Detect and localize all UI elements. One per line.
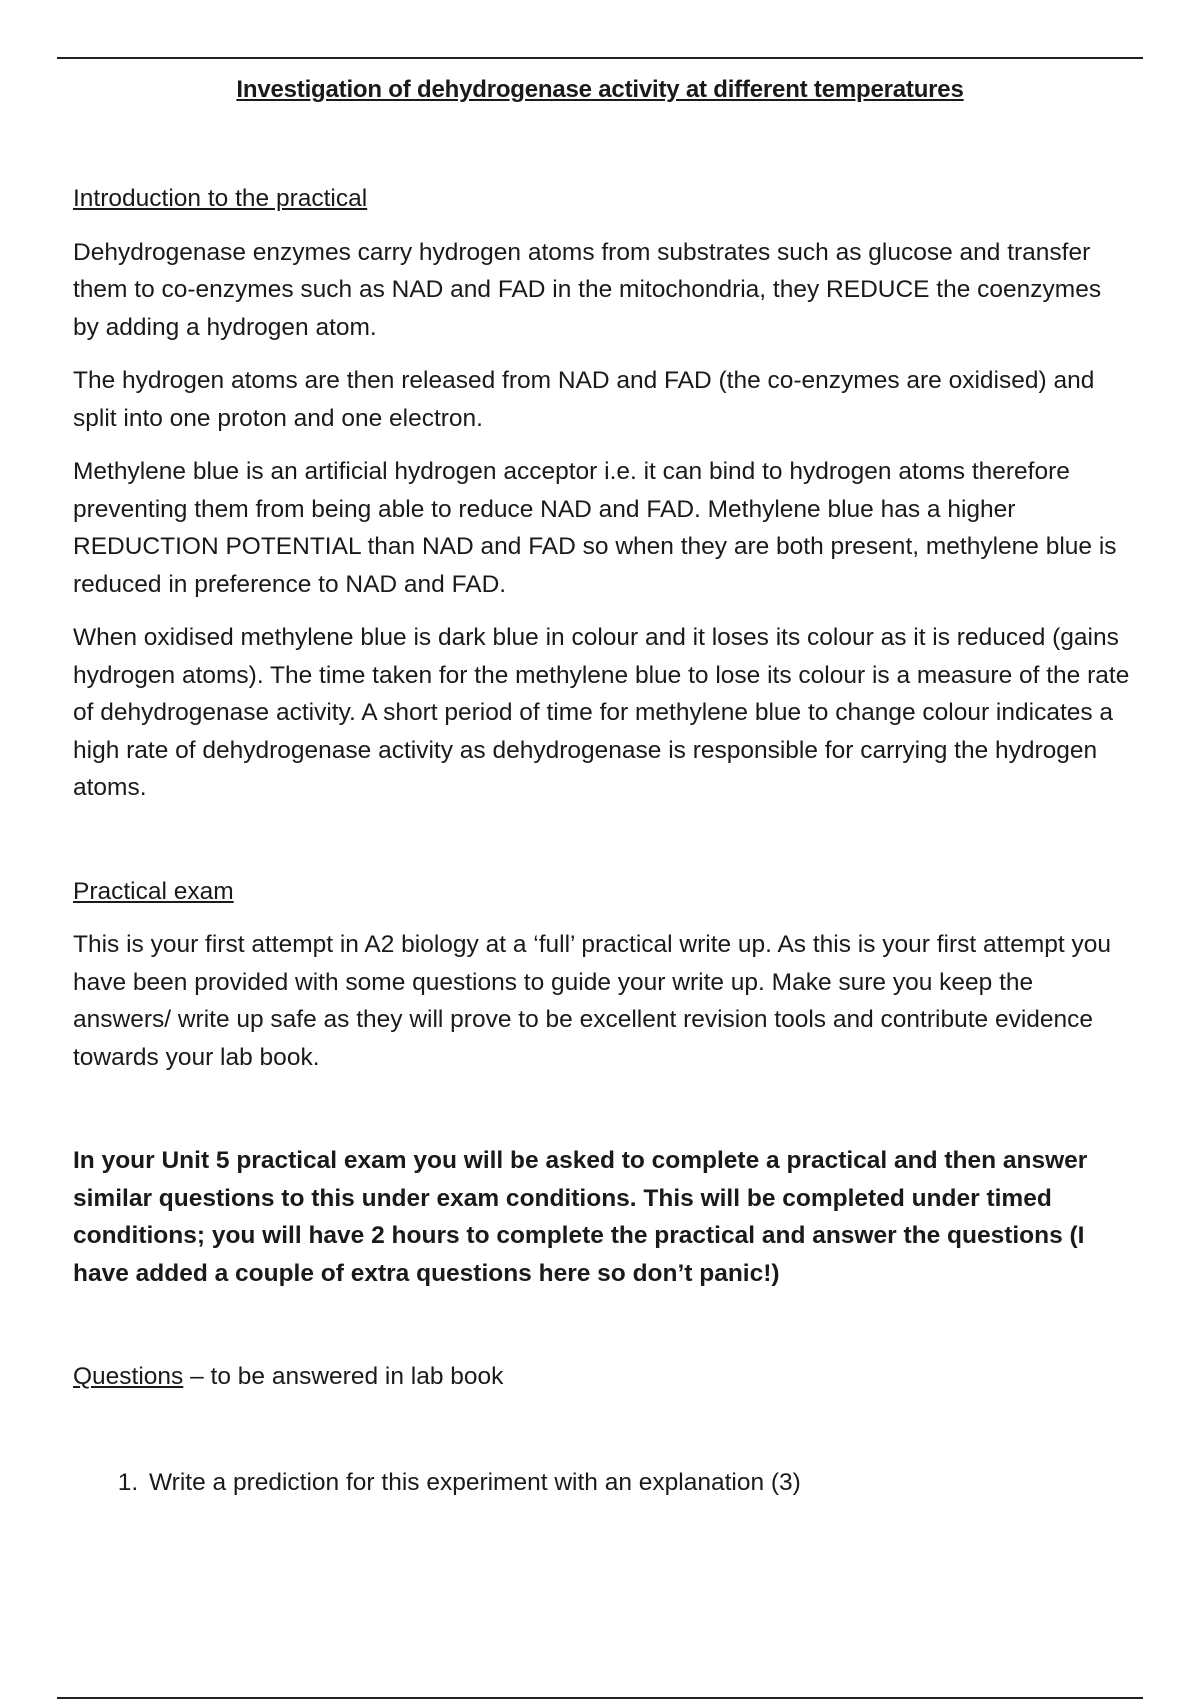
exam-conditions-paragraph: In your Unit 5 practical exam you will be asked to complete a practical and then answer similar questions to this under exam conditions. This will be completed under timed conditions; you will have 2 hours to complete the practical and answer the questions (I have added a couple of extra questions here so don’t panic!) bbox=[73, 1147, 1088, 1287]
spacer bbox=[73, 1412, 1133, 1464]
intro-heading-line bbox=[73, 180, 1133, 218]
practical-heading-line bbox=[73, 873, 1133, 911]
intro-paragraph-3: Methylene blue is an artificial hydrogen acceptor i.e. it can bind to hydrogen atoms therefore preventing them from being able to reduce NAD and FAD. Methylene blue has a higher REDUCTION POTENTIAL than NAD and FAD so when they are both present, methylene blue is reduced in preference to NAD and FAD. bbox=[73, 458, 1117, 598]
top-rule bbox=[57, 57, 1143, 59]
intro-paragraph-2: The hydrogen atoms are then released from NAD and FAD (the co-enzymes are oxidised) and split into one proton and one electron. bbox=[73, 367, 1095, 432]
intro-paragraph-1: Dehydrogenase enzymes carry hydrogen atoms from substrates such as glucose and transfer them to co-enzymes such as NAD and FAD in the mitochondria, they REDUCE the coenzymes by adding a hydrogen atom. bbox=[73, 238, 1102, 341]
practical-exam-heading: Practical exam bbox=[73, 877, 234, 905]
questions-heading-line bbox=[73, 1358, 1133, 1396]
spacer bbox=[73, 823, 1133, 873]
question-item: 1. Write a prediction for this experiment with an explanation (3) bbox=[145, 1464, 1133, 1502]
practical-exam-paragraph: This is your first attempt in A2 biology at a ‘full’ practical write up. As this is your first attempt you have been provided with some questions to guide your write up. Make sure you keep the answers/ write up safe as they will prove to be excellent revision tools and contribute evidence towards your lab book. bbox=[73, 931, 1112, 1071]
intro-heading: Introduction to the practical bbox=[73, 185, 368, 212]
questions-list bbox=[73, 1464, 1133, 1502]
spacer bbox=[73, 1092, 1133, 1142]
questions-heading: Questions bbox=[73, 1363, 184, 1390]
page-title: Investigation of dehydrogenase activity at different temperatures bbox=[236, 76, 964, 103]
document-body bbox=[73, 180, 1133, 1501]
bottom-rule bbox=[57, 1697, 1143, 1699]
spacer bbox=[73, 1308, 1133, 1358]
questions-heading-suffix: – to be answered in lab book bbox=[183, 1363, 504, 1390]
intro-paragraph-4: When oxidised methylene blue is dark blue in colour and it loses its colour as it is reduced (gains hydrogen atoms). The time taken for the methylene blue to lose its colour is a measure of the rate of dehydrogenase activity. A short period of time for methylene blue to change colour indicates a high rate of dehydrogenase activity as dehydrogenase is responsible for carrying the hydrogen atoms. bbox=[73, 624, 1130, 801]
